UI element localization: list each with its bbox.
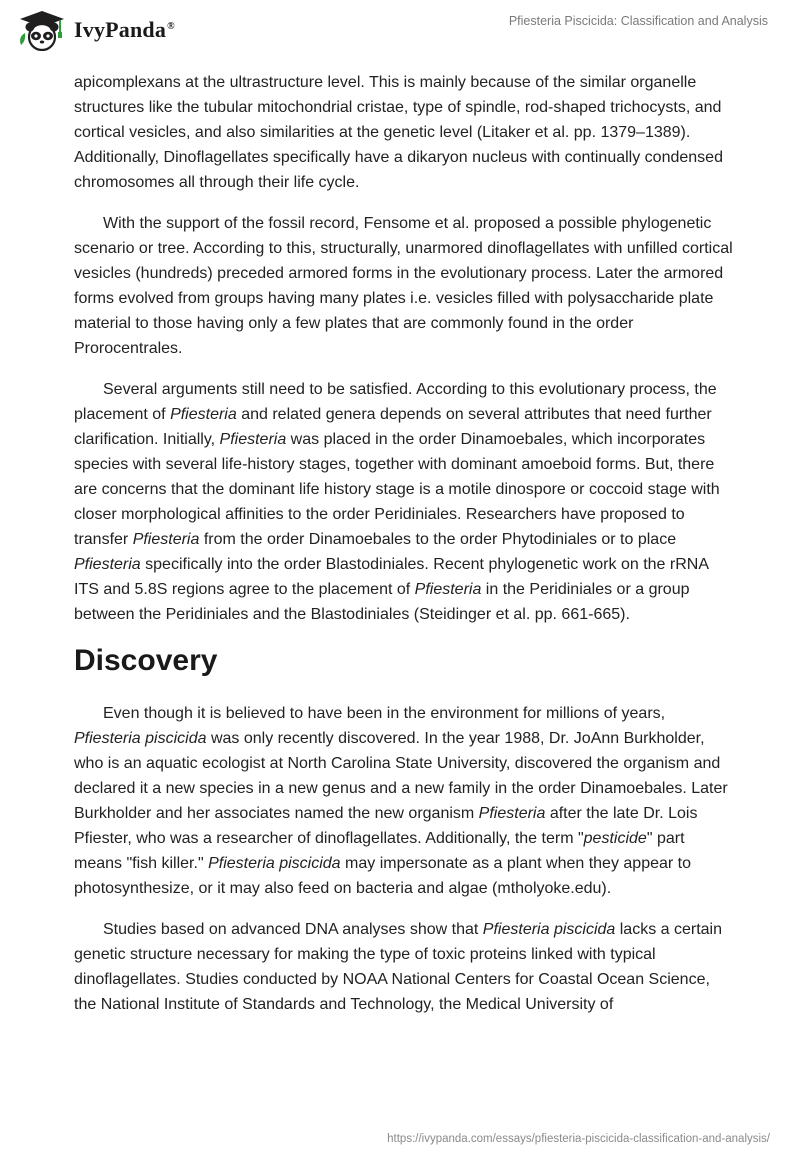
paragraph-4: Even though it is believed to have been in the environment for millions of years, Pfiesteria piscicida was only recently discovered. In the year 1988, Dr. JoAnn Burkholder, who is an aquatic ecologist at North Carolina State University, discovered the organism and declared it a new species in a new genus and a new family in the order Dinamoebales. Later Burkholder and her associates named the new organism Pfiesteria after the late Dr. Lois Pfiester, who was a researcher of dinoflagellates. Additionally, the term "pesticide" part means "fish killer." Pfiesteria piscicida may impersonate as a plant when they appear to photosynthesize, or it may also feed on bacteria and algae (mtholyoke.edu). xyxy=(74,705,728,897)
article-body xyxy=(74,70,734,1033)
source-url[interactable]: https://ivypanda.com/essays/pfiesteria-piscicida-classification-and-analysis/ xyxy=(387,1133,770,1145)
italic-term: Pfiesteria xyxy=(132,531,200,548)
paragraph-1: apicomplexans at the ultrastructure level. This is mainly because of the similar organelle structures like the tubular mitochondrial cristae, type of spindle, rod-shaped trichocysts, and cortical vesicles, and also similarities at the genetic level (Litaker et al. pp. 1379–1389). Additionally, Dinoflagellates specifically have a dikaryon nucleus with continually condensed chromosomes all through their life cycle. xyxy=(74,74,723,191)
paragraph-5: Studies based on advanced DNA analyses show that Pfiesteria piscicida lacks a certain genetic structure necessary for making the type of toxic proteins linked with typical dinoflagellates. Studies conducted by NOAA National Centers for Coastal Ocean Science, the National Institute of Standards and Technology, the Medical University of xyxy=(74,921,723,1013)
italic-term: Pfiesteria xyxy=(414,581,482,598)
italic-term: pesticide xyxy=(583,830,647,847)
panda-graduate-icon xyxy=(16,9,68,51)
brand-name: IvyPanda® xyxy=(74,17,175,42)
paragraph-2: With the support of the fossil record, Fensome et al. proposed a possible phylogenetic scenario or tree. According to this, structurally, unarmored dinoflagellates with unfilled cortical vesicles (hundreds) preceded armored forms in the evolutionary process. Later the armored forms evolved from groups having many plates i.e. vesicles filled with polysaccharide plate material to those having only a few plates that are commonly found in the order Prorocentrales. xyxy=(74,215,733,357)
italic-term: Pfiesteria xyxy=(478,805,546,822)
ivypanda-logo[interactable] xyxy=(16,9,175,51)
section-heading-discovery: Discovery xyxy=(74,644,218,677)
italic-term: Pfiesteria piscicida xyxy=(74,730,207,747)
italic-term: Pfiesteria xyxy=(74,556,141,573)
italic-term: Pfiesteria piscicida xyxy=(208,855,341,872)
paragraph-3: Several arguments still need to be satisfied. According to this evolutionary process, the placement of Pfiesteria and related genera depends on several attributes that need further clarification. Initially, Pfiesteria was placed in the order Dinamoebales, which incorporates species with several life-history stages, together with dominant amoeboid forms. But, there are concerns that the dominant life history stage is a motile dinospore or coccoid stage with closer morphological affinities to the order Peridiniales. Researchers have proposed to transfer Pfiesteria from the order Dinamoebales to the order Phytodiniales or to place Pfiesteria specifically into the order Blastodiniales. Recent phylogenetic work on the rRNA ITS and 5.8S regions agree to the placement of Pfiesteria in the Peridiniales or a group between the Peridiniales and the Blastodiniales (Steidinger et al. pp. 661-665). xyxy=(74,381,720,623)
italic-term: Pfiesteria xyxy=(170,406,237,423)
document-title: Pfiesteria Piscicida: Classification and Analysis xyxy=(508,14,768,28)
italic-term: Pfiesteria piscicida xyxy=(482,921,616,938)
page-header xyxy=(0,0,800,60)
italic-term: Pfiesteria xyxy=(219,431,287,448)
